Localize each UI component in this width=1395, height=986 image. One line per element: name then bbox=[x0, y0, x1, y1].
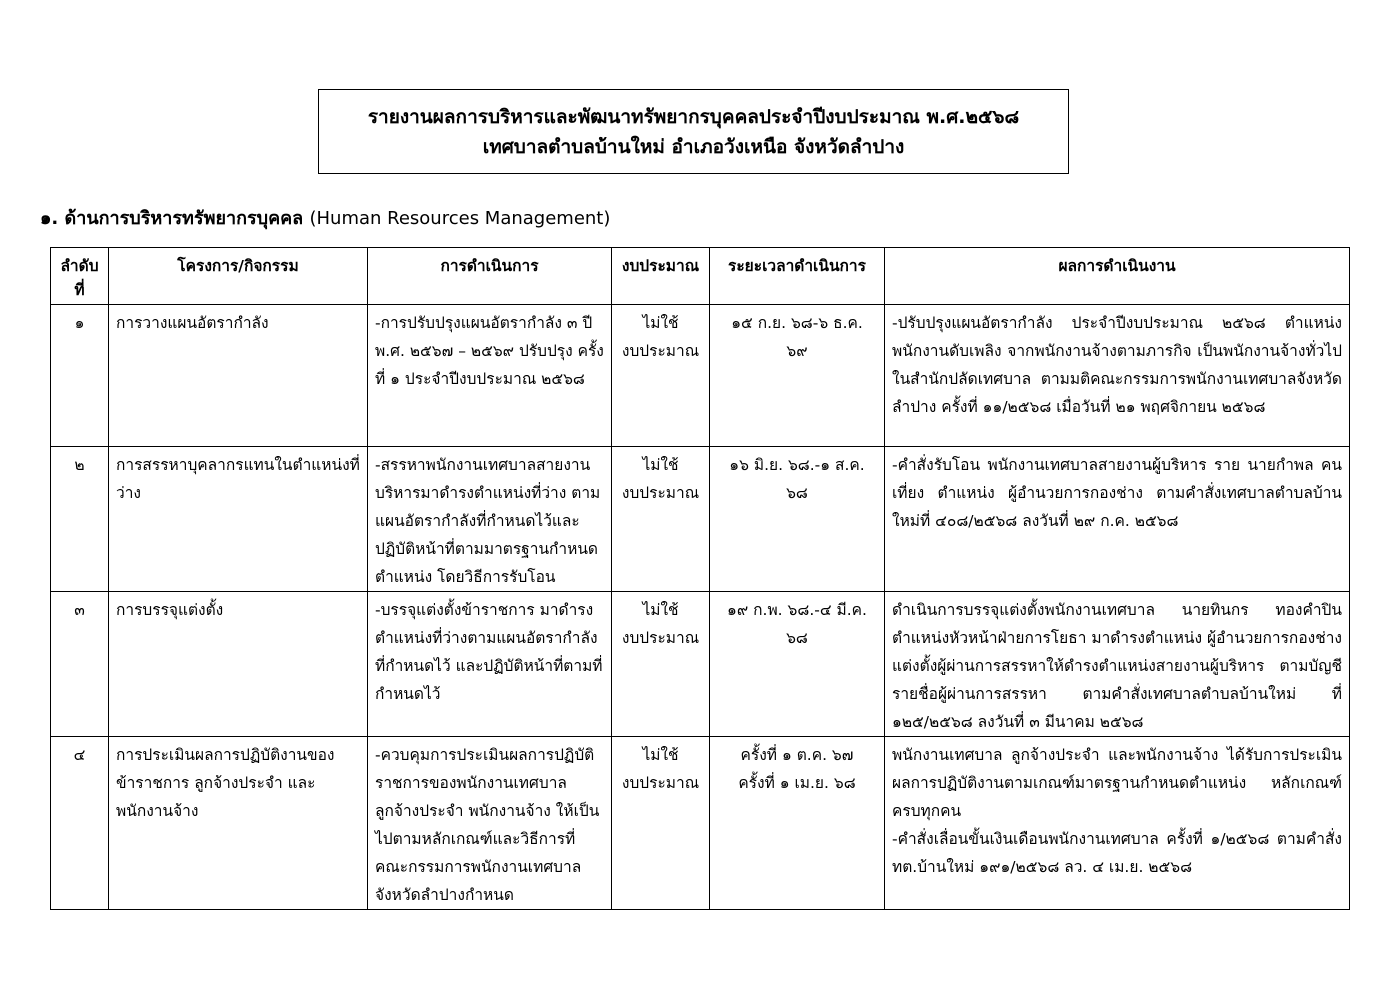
table-header-row bbox=[51, 248, 1350, 305]
cell-budget bbox=[612, 737, 710, 910]
budget-line2: งบประมาณ bbox=[621, 342, 700, 360]
col-header-no: ลำดับที่ bbox=[51, 248, 109, 305]
section-heading bbox=[40, 203, 610, 232]
cell-project: การวางแผนอัตรากำลัง bbox=[109, 305, 368, 447]
budget-line2: งบประมาณ bbox=[621, 629, 700, 647]
col-header-project: โครงการ/กิจกรรม bbox=[109, 248, 368, 305]
hr-management-table bbox=[50, 247, 1350, 910]
section-heading-english: (Human Resources Management) bbox=[309, 208, 611, 229]
report-title-box bbox=[318, 89, 1069, 174]
cell-budget bbox=[612, 592, 710, 737]
col-header-action: การดำเนินการ bbox=[368, 248, 612, 305]
report-title-line1: รายงานผลการบริหารและพัฒนาทรัพยากรบุคคลประจำปีงบประมาณ พ.ศ.๒๕๖๘ bbox=[367, 105, 1020, 128]
cell-action: -บรรจุแต่งตั้งข้าราชการ มาดำรงตำแหน่งที่ว่างตามแผนอัตรากำลังที่กำหนดไว้ และปฏิบัติหน้าที่ตามที่กำหนดไว้ bbox=[368, 592, 612, 737]
cell-action: -ควบคุมการประเมินผลการปฏิบัติราชการของพนักงานเทศบาล ลูกจ้างประจำ พนักงานจ้าง ให้เป็นไปตามหลักเกณฑ์และวิธีการที่คณะกรรมการพนักงานเทศบาลจังหวัดลำปางกำหนด bbox=[368, 737, 612, 910]
budget-line1: ไม่ใช้ bbox=[642, 314, 679, 332]
budget-line1: ไม่ใช้ bbox=[642, 746, 679, 764]
cell-no: ๒ bbox=[51, 447, 109, 592]
report-title-line2: เทศบาลตำบลบ้านใหม่ อำเภอวังเหนือ จังหวัดลำปาง bbox=[482, 135, 905, 158]
result-paragraph2: -คำสั่งเลื่อนขั้นเงินเดือนพนักงานเทศบาล ครั้งที่ ๑/๒๕๖๘ ตามคำสั่งทต.บ้านใหม่ ๑๙๑/๒๕๖๘ ลว. ๔ เม.ย. ๒๕๖๘ bbox=[892, 830, 1342, 876]
period-line1: ครั้งที่ ๑ ต.ค. ๖๗ bbox=[740, 746, 854, 764]
cell-project: การสรรหาบุคลากรแทนในตำแหน่งที่ว่าง bbox=[109, 447, 368, 592]
cell-no: ๓ bbox=[51, 592, 109, 737]
result-paragraph1: พนักงานเทศบาล ลูกจ้างประจำ และพนักงานจ้าง ได้รับการประเมินผลการปฏิบัติงานตามเกณฑ์มาตรฐานกำหนดตำแหน่ง หลักเกณฑ์ครบทุกคน bbox=[892, 746, 1342, 820]
cell-period bbox=[710, 592, 885, 737]
budget-line2: งบประมาณ bbox=[621, 774, 700, 792]
cell-result bbox=[885, 737, 1350, 910]
section-heading-thai: ๑. ด้านการบริหารทรัพยากรบุคคล bbox=[40, 208, 304, 229]
period-line2: ๖๘ bbox=[786, 484, 808, 502]
cell-project: การบรรจุแต่งตั้ง bbox=[109, 592, 368, 737]
cell-action: -การปรับปรุงแผนอัตรากำลัง ๓ ปี พ.ศ. ๒๕๖๗ – ๒๕๖๙ ปรับปรุง ครั้งที่ ๑ ประจำปีงบประมาณ ๒๕๖๘ bbox=[368, 305, 612, 447]
period-line2: ครั้งที่ ๑ เม.ย. ๖๘ bbox=[738, 774, 856, 792]
cell-no: ๑ bbox=[51, 305, 109, 447]
budget-line1: ไม่ใช้ bbox=[642, 456, 679, 474]
period-line1: ๑๙ ก.พ. ๖๘.-๔ มี.ค. bbox=[727, 601, 867, 619]
period-line2: ๖๘ bbox=[786, 629, 808, 647]
cell-period bbox=[710, 305, 885, 447]
cell-project: การประเมินผลการปฏิบัติงานของข้าราชการ ลูกจ้างประจำ และพนักงานจ้าง bbox=[109, 737, 368, 910]
col-header-budget: งบประมาณ bbox=[612, 248, 710, 305]
cell-result: -ปรับปรุงแผนอัตรากำลัง ประจำปีงบประมาณ ๒๕๖๘ ตำแหน่ง พนักงานดับเพลิง จากพนักงานจ้างตามภารกิจ เป็นพนักงานจ้างทั่วไป ในสำนักปลัดเทศบาล ตามมติคณะกรรมการพนักงานเทศบาลจังหวัด ลำปาง ครั้งที่ ๑๑/๒๕๖๘ เมื่อวันที่ ๒๑ พฤศจิกายน ๒๕๖๘ bbox=[885, 305, 1350, 447]
cell-period bbox=[710, 737, 885, 910]
period-line1: ๑๖ มิ.ย. ๖๘.-๑ ส.ค. bbox=[729, 456, 865, 474]
cell-result: -คำสั่งรับโอน พนักงานเทศบาลสายงานผู้บริหาร ราย นายกำพล คนเที่ยง ตำแหน่ง ผู้อำนวยการกองช่าง ตามคำสั่งเทศบาลตำบลบ้านใหม่ที่ ๔๐๘/๒๕๖๘ ลงวันที่ ๒๙ ก.ค. ๒๕๖๘ bbox=[885, 447, 1350, 592]
period-line2: ๖๙ bbox=[786, 342, 808, 360]
cell-action: -สรรหาพนักงานเทศบาลสายงานบริหารมาดำรงตำแหน่งที่ว่าง ตามแผนอัตรากำลังที่กำหนดไว้และปฏิบัติหน้าที่ตามมาตรฐานกำหนดตำแหน่ง โดยวิธีการรับโอน bbox=[368, 447, 612, 592]
table-row bbox=[51, 305, 1350, 447]
table-row bbox=[51, 447, 1350, 592]
col-header-result: ผลการดำเนินงาน bbox=[885, 248, 1350, 305]
cell-budget bbox=[612, 447, 710, 592]
cell-period bbox=[710, 447, 885, 592]
budget-line2: งบประมาณ bbox=[621, 484, 700, 502]
period-line1: ๑๕ ก.ย. ๖๘-๖ ธ.ค. bbox=[731, 314, 863, 332]
table-row bbox=[51, 737, 1350, 910]
budget-line1: ไม่ใช้ bbox=[642, 601, 679, 619]
cell-result: ดำเนินการบรรจุแต่งตั้งพนักงานเทศบาล นายทินกร ทองคำปิน ตำแหน่งหัวหน้าฝ่ายการโยธา มาดำรงตำแหน่ง ผู้อำนวยการกองช่าง แต่งตั้งผู้ผ่านการสรรหาให้ดำรงตำแหน่งสายงานผู้บริหาร ตามบัญชีรายชื่อผู้ผ่านการสรรหา ตามคำสั่งเทศบาลตำบลบ้านใหม่ ที่ ๑๒๕/๒๕๖๘ ลงวันที่ ๓ มีนาคม ๒๕๖๘ bbox=[885, 592, 1350, 737]
table-row bbox=[51, 592, 1350, 737]
cell-budget bbox=[612, 305, 710, 447]
cell-no: ๔ bbox=[51, 737, 109, 910]
col-header-period: ระยะเวลาดำเนินการ bbox=[710, 248, 885, 305]
